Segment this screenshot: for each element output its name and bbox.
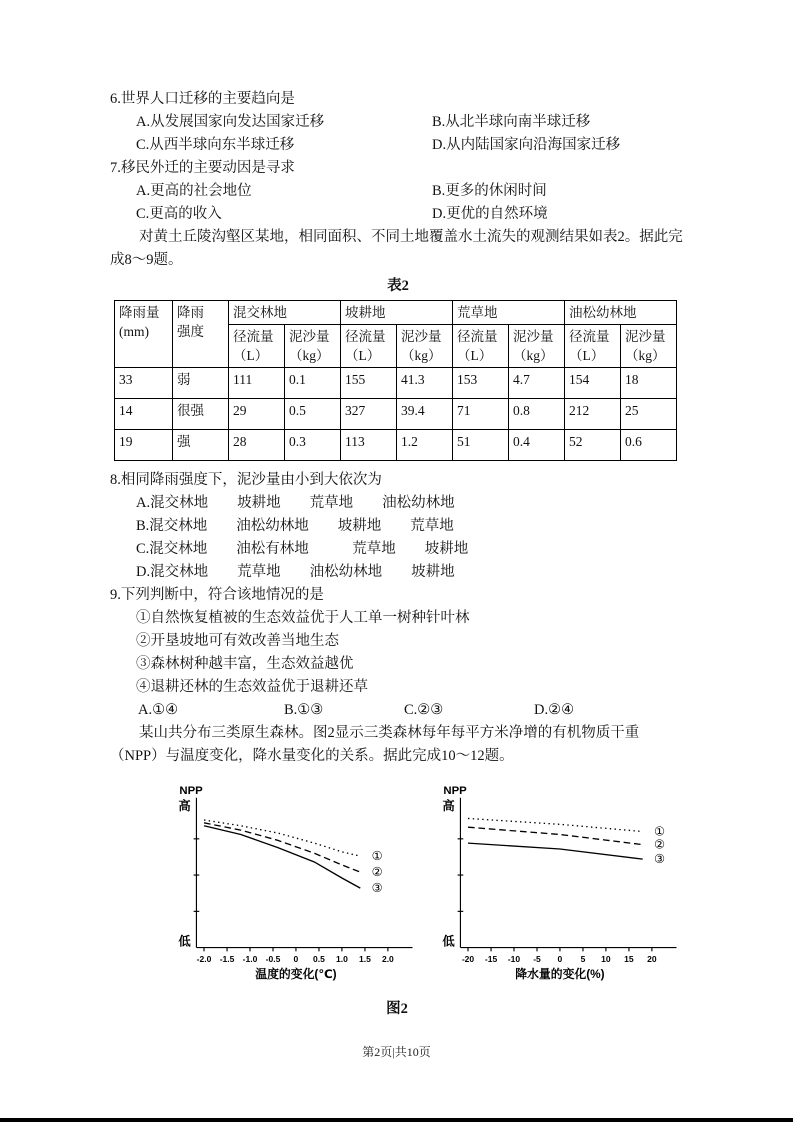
page-footer: 第2页|共10页 xyxy=(362,1045,431,1059)
svg-text:降水量的变化(%): 降水量的变化(%) xyxy=(515,966,605,981)
q9-option-a: A.①④ xyxy=(138,702,179,718)
figure-2 xyxy=(168,776,686,994)
table-cell: 0.8 xyxy=(509,399,565,430)
table-cell: 28 xyxy=(229,430,285,461)
subheader-runoff: 径流量（L） xyxy=(229,325,285,368)
q9-option-c: C.②③ xyxy=(404,702,444,718)
q8-option-b: B.混交林地 油松幼林地 坡耕地 荒草地 xyxy=(136,518,454,534)
table-cell: 52 xyxy=(565,430,621,461)
q8-option-a: A.混交林地 坡耕地 荒草地 油松幼林地 xyxy=(136,495,455,511)
observation-table xyxy=(114,300,677,461)
svg-text:③: ③ xyxy=(371,880,383,895)
table-cell: 强 xyxy=(173,430,229,461)
table-cell: 25 xyxy=(621,399,677,430)
q9-statement-3: ③森林树种越丰富，生态效益越优 xyxy=(136,656,354,672)
q7-option-d: D.更优的自然环境 xyxy=(432,206,548,222)
svg-text:-0.5: -0.5 xyxy=(265,953,281,964)
q9-statement-2: ②开垦坡地可有效改善当地生态 xyxy=(136,633,339,649)
table-cell: 14 xyxy=(115,399,173,430)
subheader-runoff: 径流量（L） xyxy=(341,325,397,368)
table-group-header-row xyxy=(115,301,677,325)
table-cell: 0.6 xyxy=(621,430,677,461)
header-pine-young-forest: 油松幼林地 xyxy=(565,301,677,325)
page-content xyxy=(110,88,686,1021)
table-cell: 0.1 xyxy=(285,368,341,399)
table-row xyxy=(115,399,677,430)
subheader-sediment: 泥沙量（kg） xyxy=(285,325,341,368)
svg-text:-5: -5 xyxy=(533,953,541,964)
svg-text:-1.5: -1.5 xyxy=(219,953,235,964)
table-cell: 155 xyxy=(341,368,397,399)
q9-statement-1: ①自然恢复植被的生态效益优于人工单一树种针叶林 xyxy=(136,610,470,626)
question-6-options-row-2 xyxy=(110,134,686,157)
q9-option-d: D.②④ xyxy=(534,702,575,718)
table-cell: 41.3 xyxy=(397,368,453,399)
q7-option-a: A.更高的社会地位 xyxy=(136,183,252,199)
table-cell: 弱 xyxy=(173,368,229,399)
svg-text:1.5: 1.5 xyxy=(359,953,371,964)
table-cell: 19 xyxy=(115,430,173,461)
table-cell: 33 xyxy=(115,368,173,399)
svg-text:-10: -10 xyxy=(507,953,521,964)
question-6-options-row-1 xyxy=(110,111,686,134)
svg-text:②: ② xyxy=(654,837,666,852)
table-row xyxy=(115,368,677,399)
svg-text:低: 低 xyxy=(442,934,455,949)
table-cell: 71 xyxy=(453,399,509,430)
subheader-sediment: 泥沙量（kg） xyxy=(509,325,565,368)
figure-caption: 图2 xyxy=(386,1001,408,1017)
svg-text:-20: -20 xyxy=(461,953,475,964)
table-cell: 113 xyxy=(341,430,397,461)
svg-text:①: ① xyxy=(654,824,666,839)
table-cell: 111 xyxy=(229,368,285,399)
svg-text:①: ① xyxy=(371,848,383,863)
subheader-sediment: 泥沙量（kg） xyxy=(397,325,453,368)
q6-option-b: B.从北半球向南半球迁移 xyxy=(432,114,591,130)
q6-option-d: D.从内陆国家向沿海国家迁移 xyxy=(432,137,621,153)
table-cell: 39.4 xyxy=(397,399,453,430)
table-cell: 153 xyxy=(453,368,509,399)
question-7-stem: 7.移民外迁的主要动因是寻求 xyxy=(110,160,295,176)
question-9-stem: 9.下列判断中，符合该地情况的是 xyxy=(110,587,324,603)
svg-text:NPP: NPP xyxy=(179,785,203,798)
svg-text:②: ② xyxy=(371,864,383,879)
svg-text:-2.0: -2.0 xyxy=(196,953,212,964)
svg-text:20: 20 xyxy=(647,953,657,964)
subheader-sediment: 泥沙量（kg） xyxy=(621,325,677,368)
q6-option-c: C.从西半球向东半球迁移 xyxy=(136,137,295,153)
svg-text:0: 0 xyxy=(293,953,299,964)
header-rain-intensity: 降雨 强度 xyxy=(173,301,229,368)
svg-text:2.0: 2.0 xyxy=(381,953,394,964)
q9-answer-row xyxy=(110,699,686,722)
table-cell: 0.5 xyxy=(285,399,341,430)
svg-text:5: 5 xyxy=(580,953,586,964)
table-cell: 154 xyxy=(565,368,621,399)
subheader-runoff: 径流量（L） xyxy=(565,325,621,368)
table-cell: 29 xyxy=(229,399,285,430)
svg-text:10: 10 xyxy=(601,953,611,964)
svg-text:-1.0: -1.0 xyxy=(242,953,258,964)
svg-text:-15: -15 xyxy=(484,953,498,964)
header-slope-farmland: 坡耕地 xyxy=(341,301,453,325)
header-rainfall: 降雨量 (mm) xyxy=(115,301,173,368)
npp-temperature-chart xyxy=(168,776,422,994)
svg-text:0: 0 xyxy=(557,953,563,964)
svg-text:③: ③ xyxy=(654,851,666,866)
q8-option-d: D.混交林地 荒草地 油松幼林地 坡耕地 xyxy=(136,564,455,580)
q7-option-c: C.更高的收入 xyxy=(136,206,222,222)
table-cell: 18 xyxy=(621,368,677,399)
svg-text:低: 低 xyxy=(178,934,191,949)
table-row xyxy=(115,430,677,461)
question-8-stem: 8.相同降雨强度下，泥沙量由小到大依次为 xyxy=(110,472,382,488)
subheader-runoff: 径流量（L） xyxy=(453,325,509,368)
question-6-stem: 6.世界人口迁移的主要趋向是 xyxy=(110,91,295,107)
header-mixed-forest: 混交林地 xyxy=(229,301,341,325)
q7-option-b: B.更多的休闲时间 xyxy=(432,183,547,199)
table-cell: 51 xyxy=(453,430,509,461)
svg-text:温度的变化(℃): 温度的变化(℃) xyxy=(255,966,337,981)
svg-text:高: 高 xyxy=(178,799,191,814)
table-cell: 4.7 xyxy=(509,368,565,399)
question-7-options-row-2 xyxy=(110,203,686,226)
q9-option-b: B.①③ xyxy=(284,702,324,718)
svg-text:0.5: 0.5 xyxy=(313,953,325,964)
table-cell: 327 xyxy=(341,399,397,430)
intro-questions-10-12: 某山共分布三类原生森林。图2显示三类森林每年每平方米净增的有机物质干重（NPP）与温度变化，降水量变化的关系。据此完成10～12题。 xyxy=(110,725,640,764)
table-cell: 1.2 xyxy=(397,430,453,461)
table-cell: 很强 xyxy=(173,399,229,430)
q8-option-c: C.混交林地 油松有林地 荒草地 坡耕地 xyxy=(136,541,469,557)
npp-precipitation-chart xyxy=(432,776,686,994)
header-wasteland-grass: 荒草地 xyxy=(453,301,565,325)
table-cell: 0.4 xyxy=(509,430,565,461)
intro-questions-8-9: 对黄土丘陵沟壑区某地，相同面积、不同土地覆盖水土流失的观测结果如表2。据此完成8～9题。 xyxy=(110,229,683,268)
q9-statement-4: ④退耕还林的生态效益优于退耕还草 xyxy=(136,679,368,695)
svg-text:1.0: 1.0 xyxy=(335,953,348,964)
q6-option-a: A.从发展国家向发达国家迁移 xyxy=(136,114,325,130)
svg-text:高: 高 xyxy=(442,799,455,814)
question-7-options-row-1 xyxy=(110,180,686,203)
svg-text:15: 15 xyxy=(624,953,634,964)
table-title: 表2 xyxy=(387,278,409,294)
table-cell: 0.3 xyxy=(285,430,341,461)
table-cell: 212 xyxy=(565,399,621,430)
svg-text:NPP: NPP xyxy=(443,785,467,798)
